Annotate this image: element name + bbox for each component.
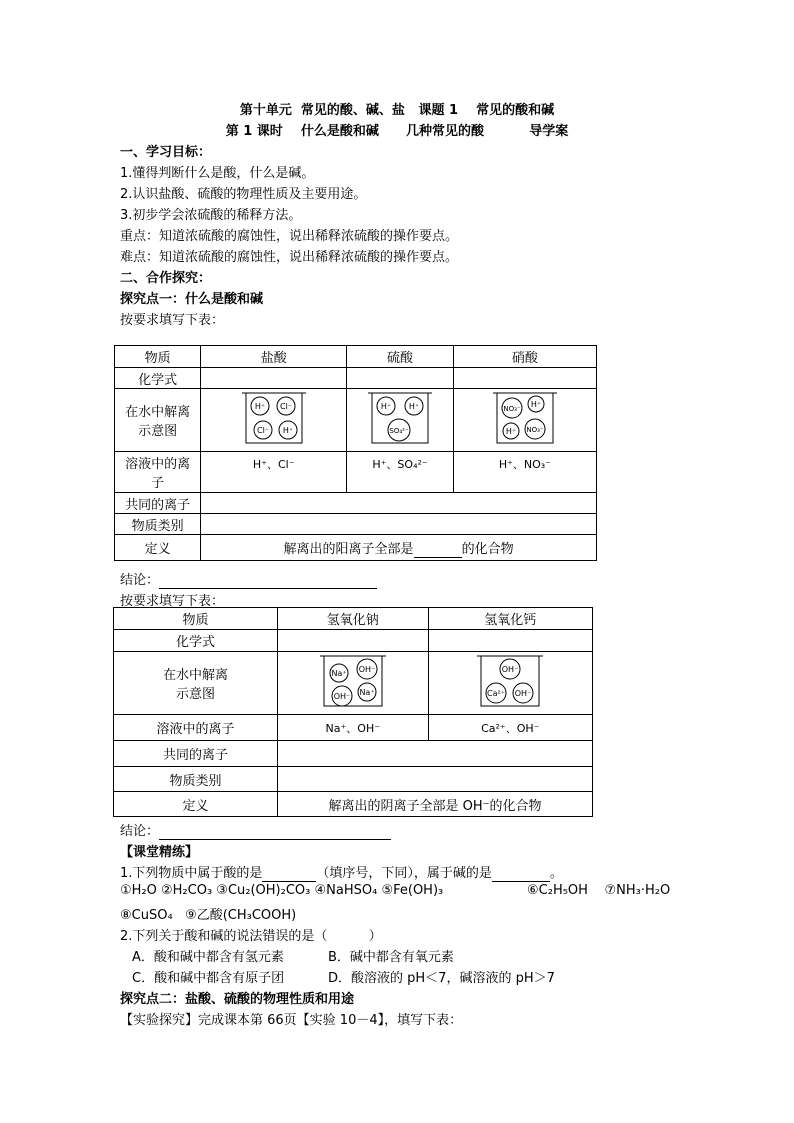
ion-label: H⁺ (282, 426, 293, 435)
blank-cell[interactable] (453, 368, 596, 389)
row-label: 化学式 (114, 630, 278, 652)
ion-label: H⁺ (254, 402, 265, 411)
blank-cell[interactable] (201, 514, 597, 535)
fill-blank[interactable] (492, 866, 550, 882)
acid-table (114, 345, 597, 561)
goal-item: 3.初步学会浓硫酸的稀释方法。 (120, 208, 302, 223)
row-label: 在水中解离 示意图 (114, 652, 278, 715)
fill-blank[interactable] (159, 824, 391, 840)
ion-label: OH⁻ (358, 665, 376, 674)
definition-cell: 解离出的阴离子全部是 OH⁻的化合物 (278, 792, 593, 817)
question-2: 2.下列关于酸和碱的说法错误的是（ ） (120, 929, 382, 944)
ion-label: NO₃⁻ (503, 405, 521, 413)
explore-heading: 二、合作探究： (120, 271, 212, 286)
lesson-subtitle: 第 1 课时 什么是酸和碱 几种常见的酸 导学案 (225, 124, 569, 139)
fill-blank[interactable] (262, 866, 316, 882)
row-label: 定义 (114, 792, 278, 817)
ions-cell: Ca²⁺、OH⁻ (428, 715, 592, 741)
row-label: 化学式 (115, 368, 201, 389)
ion-label: H⁺ (530, 400, 542, 409)
beaker-cell (428, 652, 592, 715)
goals-heading: 一、学习目标： (120, 145, 212, 160)
ion-label: OH⁻ (501, 665, 519, 674)
ion-label: Cl⁻ (256, 426, 269, 435)
ion-label: Ca²⁺ (487, 689, 506, 698)
ion-label: Cl⁻ (279, 402, 292, 411)
ion-label: Na⁺ (359, 688, 375, 697)
blank-cell[interactable] (201, 493, 597, 514)
header-cell: 物质 (115, 346, 201, 368)
explore-point-2: 探究点二：盐酸、硫酸的物理性质和用途 (120, 992, 355, 1007)
blank-cell[interactable] (428, 630, 592, 652)
base-table (113, 607, 593, 817)
definition-cell: 解离出的阳离子全部是 的化合物 (201, 535, 597, 561)
key-point: 重点：知道浓硫酸的腐蚀性，说出稀释浓硫酸的操作要点。 (120, 229, 459, 244)
ion-label: H⁺ (408, 402, 420, 411)
beaker-diagram-hno3 (490, 389, 560, 447)
ions-cell: H⁺、Cl⁻ (201, 452, 347, 493)
ion-label: SO₄²⁻ (389, 427, 409, 435)
header-cell: 氢氧化钠 (278, 608, 429, 630)
ions-cell: H⁺、NO₃⁻ (453, 452, 596, 493)
experiment-instruction: 【实验探究】完成课本第 66页【实验 10－4】，填写下表： (120, 1013, 463, 1028)
fill-blank[interactable] (159, 573, 377, 589)
ion-label: NO₃⁻ (526, 426, 544, 434)
row-label: 溶液中的离子 (114, 715, 278, 741)
beaker-diagram-h2so4 (365, 389, 435, 447)
row-label: 在水中解离 示意图 (115, 389, 201, 452)
row-label: 溶液中的离 子 (115, 452, 201, 493)
fill-blank[interactable] (414, 542, 462, 558)
question-1-options: ⑧CuSO₄ ⑨乙酸(CH₃COOH) (120, 908, 297, 923)
header-cell: 硝酸 (453, 346, 596, 368)
beaker-cell (453, 389, 596, 452)
row-label: 定义 (115, 535, 201, 561)
ion-label: H⁺ (380, 402, 392, 411)
row-label: 共同的离子 (115, 493, 201, 514)
option-a: A．酸和碱中都含有氢元素 (132, 950, 284, 965)
question-1-options: ⑥C₂H₅OH ⑦NH₃·H₂O (527, 883, 671, 898)
fill-instruction: 按要求填写下表： (120, 313, 225, 328)
conclusion-line: 结论： (120, 569, 377, 589)
conclusion-line: 结论： (120, 820, 391, 840)
beaker-cell (347, 389, 454, 452)
blank-cell[interactable] (278, 630, 429, 652)
goal-item: 1.懂得判断什么是酸，什么是碱。 (120, 166, 315, 181)
header-cell: 盐酸 (201, 346, 347, 368)
lesson-title: 第十单元 常见的酸、碱、盐 课题 1 常见的酸和碱 (239, 103, 555, 118)
blank-cell[interactable] (278, 741, 593, 767)
goal-item: 2.认识盐酸、硫酸的物理性质及主要用途。 (120, 187, 367, 202)
blank-cell[interactable] (347, 368, 454, 389)
header-cell: 硫酸 (347, 346, 454, 368)
blank-cell[interactable] (201, 368, 347, 389)
option-c: C．酸和碱中都含有原子团 (132, 971, 285, 986)
ions-cell: Na⁺、OH⁻ (278, 715, 429, 741)
practice-heading: 【课堂精练】 (120, 845, 199, 860)
fill-instruction: 按要求填写下表： (120, 594, 225, 609)
beaker-diagram-hcl (239, 389, 309, 447)
blank-cell[interactable] (278, 767, 593, 792)
beaker-cell (278, 652, 429, 715)
option-d: D．酸溶液的 pH＜7，碱溶液的 pH＞7 (328, 971, 555, 986)
option-b: B．碱中都含有氧元素 (328, 950, 454, 965)
row-label: 物质类别 (115, 514, 201, 535)
ions-cell: H⁺、SO₄²⁻ (347, 452, 454, 493)
header-cell: 物质 (114, 608, 278, 630)
difficult-point: 难点：知道浓硫酸的腐蚀性，说出稀释浓硫酸的操作要点。 (120, 250, 459, 265)
row-label: 共同的离子 (114, 741, 278, 767)
header-cell: 氢氧化钙 (428, 608, 592, 630)
ion-label: Na⁺ (331, 669, 347, 678)
explore-point-1: 探究点一：什么是酸和碱 (120, 292, 264, 307)
beaker-diagram-naoh (317, 652, 389, 710)
beaker-diagram-caoh2 (474, 652, 546, 710)
ion-label: OH⁻ (514, 689, 532, 698)
question-1: 1.下列物质中属于酸的是 （填序号，下同），属于碱的是 。 (120, 866, 563, 881)
question-1-options: ①H₂O ②H₂CO₃ ③Cu₂(OH)₂CO₃ ④NaHSO₄ ⑤Fe(OH)₃ (120, 883, 444, 898)
row-label: 物质类别 (114, 767, 278, 792)
ion-label: OH⁻ (333, 692, 351, 701)
ion-label: H⁺ (505, 427, 517, 436)
beaker-cell (201, 389, 347, 452)
